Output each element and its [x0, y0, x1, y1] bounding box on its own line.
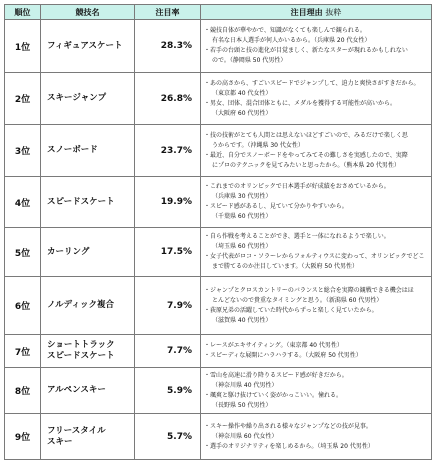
- reason-line: まで勝てるのか注目しています。（大阪府 50 代男性）: [212, 263, 358, 270]
- reason-line: （神奈川県 60 代女性）: [212, 432, 278, 440]
- table-row: [5, 125, 432, 177]
- reason-line: ・雪山を高速に滑り降りるスピード感が好きだから。: [204, 371, 348, 379]
- sport-name-cell: スキージャンプ: [41, 73, 135, 125]
- attention-rate-cell: 5.7%: [135, 414, 201, 460]
- header-reason: [201, 5, 432, 20]
- reason-line: （大阪府 60 代男性）: [212, 109, 272, 117]
- attention-rate-cell: 28.3%: [135, 20, 201, 73]
- rank-cell: 1位: [5, 20, 41, 73]
- table-row: [5, 414, 432, 460]
- reason-cell: [201, 73, 432, 125]
- sport-name-cell: スノーボード: [41, 125, 135, 177]
- sport-name-cell: [41, 414, 135, 460]
- ranking-table: [4, 4, 432, 460]
- reason-line: ・あの高さから、すごいスピードでジャンプして、迫力と爽快さがすきだから。: [204, 79, 420, 87]
- reason-line: ・スピード感があるし、見ていて分かりやすいから。: [204, 203, 348, 210]
- attention-rate-cell: 26.8%: [135, 73, 201, 125]
- reason-line: ・最近、自分でスノーボードをやってみてその難しさを実感したので、実際: [204, 151, 408, 159]
- reason-line: （神奈川県 40 代男性）: [212, 381, 278, 389]
- reason-line: ・スピーディな展開にハラハラする。（大阪府 50 代男性）: [204, 352, 362, 359]
- reason-line: （東京都 40 代女性）: [212, 89, 272, 97]
- reason-line: ので。（静岡県 50 代男性）: [212, 57, 287, 64]
- reason-line: うからです。（沖縄県 30 代女性）: [212, 141, 304, 149]
- table-row: [5, 177, 432, 228]
- reason-line: ・荻原兄弟の活躍していた時代からずっと楽しく見ていたから。: [204, 306, 378, 314]
- reason-line: ・技の技術がとても人間とは思えないほどすごいので、みるだけで楽しく思: [204, 131, 408, 139]
- reason-line: （兵庫県 30 代男性）: [212, 193, 272, 200]
- sport-name-cell: フィギュアスケート: [41, 20, 135, 73]
- reason-line: （埼玉県 60 代男性）: [212, 243, 272, 250]
- reason-line: （滋賀県 40 代男性）: [212, 316, 272, 324]
- sport-name-cell: カーリング: [41, 228, 135, 277]
- reason-line: にプロのテクニックを見てみたいと思ったから。（熊本県 20 代男性）: [212, 161, 400, 169]
- sport-name-cell: [41, 335, 135, 368]
- header-name: 競技名: [41, 5, 135, 20]
- reason-line: ・若手の台頭と技の進化が目覚ましく、新たなスターが現れるかもしれない: [204, 47, 408, 54]
- reason-cell: [201, 20, 432, 73]
- reason-line: とんどないので貴重なタイミングと思う。（新潟県 60 代男性）: [212, 296, 383, 304]
- rank-cell: 8位: [5, 368, 41, 414]
- table-row: [5, 20, 432, 73]
- attention-rate-cell: 17.5%: [135, 228, 201, 277]
- table-row: [5, 335, 432, 368]
- reason-line: ・自ら作戦を考えることができ、選手と一体になれるようで楽しい。: [204, 233, 390, 240]
- rank-cell: 3位: [5, 125, 41, 177]
- reason-cell: [201, 368, 432, 414]
- table-row: [5, 73, 432, 125]
- reason-cell: [201, 414, 432, 460]
- rank-cell: 4位: [5, 177, 41, 228]
- table-header-row: [5, 5, 432, 20]
- sport-name-line: ショートトラック: [47, 340, 115, 351]
- reason-line: ・レースがエキサイティング。（東京都 40 代男性）: [204, 342, 343, 349]
- rank-cell: 2位: [5, 73, 41, 125]
- rank-cell: 7位: [5, 335, 41, 368]
- attention-rate-cell: 7.7%: [135, 335, 201, 368]
- reason-line: ・男女、団体、混合団体ともに、メダルを獲得する可能性が高いから。: [204, 99, 397, 107]
- reason-line: ・女子代表がロコ・ソラーレからフォルティウスに変わって、オリンピックでどこ: [204, 253, 425, 260]
- header-reason-sub: 抜粋: [325, 7, 342, 17]
- table-row: [5, 228, 432, 277]
- attention-rate-cell: 23.7%: [135, 125, 201, 177]
- sport-name-cell: スピードスケート: [41, 177, 135, 228]
- reason-cell: [201, 177, 432, 228]
- reason-line: （千葉県 60 代男性）: [212, 213, 272, 220]
- header-reason-label: 注目理由: [290, 7, 323, 17]
- sport-name-line: スピードスケート: [47, 351, 115, 361]
- reason-line: ・選手のオリジナリティを楽しめるから。（埼玉県 20 代男性）: [204, 442, 374, 450]
- table-row: [5, 277, 432, 335]
- table-row: [5, 368, 432, 414]
- reason-line: （長野県 50 代男性）: [212, 401, 272, 409]
- reason-line: ・スキー操作や繰り出される様々なジャンプなどの技が見事。: [204, 422, 372, 430]
- reason-cell: [201, 277, 432, 335]
- reason-line: ・颯爽と駆け抜けていく姿がかっこいい。憧れる。: [204, 391, 343, 399]
- reason-cell: [201, 228, 432, 277]
- attention-rate-cell: 19.9%: [135, 177, 201, 228]
- reason-line: ・競技自体が華やかで、知識がなくても楽しんで観られる。: [204, 27, 366, 34]
- header-rank: 順位: [5, 5, 41, 20]
- sport-name-cell: ノルディック複合: [41, 277, 135, 335]
- sport-name-line: スキー: [47, 436, 73, 447]
- sport-name-line: フリースタイル: [47, 425, 106, 436]
- sport-name-cell: アルペンスキー: [41, 368, 135, 414]
- reason-line: 有名な日本人選手が何人かいるから。（兵庫県 20 代女性）: [212, 37, 371, 44]
- reason-line: ・これまでのオリンピックで日本選手が好成績をおさめているから。: [204, 183, 390, 190]
- attention-rate-cell: 7.9%: [135, 277, 201, 335]
- rank-cell: 9位: [5, 414, 41, 460]
- rank-cell: 6位: [5, 277, 41, 335]
- reason-line: ・ジャンプとクロスカントリーのバランスと総合を実際の観戦できる機会はほ: [204, 286, 414, 294]
- rank-cell: 5位: [5, 228, 41, 277]
- reason-cell: [201, 125, 432, 177]
- header-rate: 注目率: [135, 5, 201, 20]
- reason-cell: [201, 335, 432, 368]
- attention-rate-cell: 5.9%: [135, 368, 201, 414]
